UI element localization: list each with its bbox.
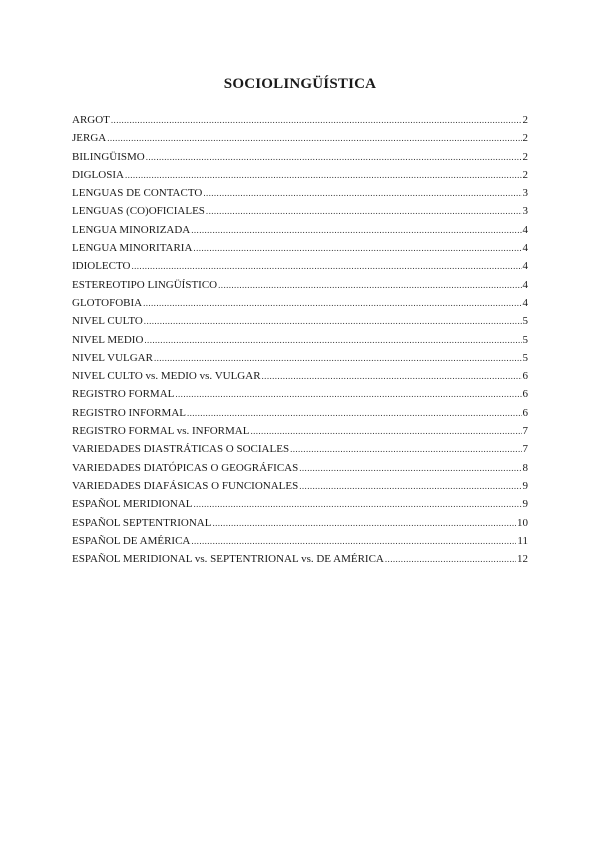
toc-dot-leader: [154, 349, 522, 367]
toc-dot-leader: [218, 276, 521, 294]
toc-entry[interactable]: [72, 294, 528, 312]
toc-entry-page-number: 5: [522, 315, 528, 328]
toc-entry-page-number: 2: [522, 168, 528, 181]
toc-dot-leader: [212, 514, 516, 532]
toc-entry[interactable]: [72, 532, 528, 550]
toc-entry[interactable]: [72, 184, 528, 202]
toc-entry-label: NIVEL CULTO vs. MEDIO vs. VULGAR: [72, 370, 261, 383]
toc-entry-label: BILINGÜISMO: [72, 150, 145, 163]
toc-dot-leader: [299, 459, 521, 477]
page-title: SOCIOLINGÜÍSTICA: [223, 76, 377, 92]
table-of-contents: [72, 111, 528, 568]
toc-entry[interactable]: [72, 166, 528, 184]
toc-entry-page-number: 9: [522, 498, 528, 511]
toc-entry[interactable]: [72, 404, 528, 422]
toc-entry-label: ESPAÑOL DE AMÉRICA: [72, 534, 191, 547]
toc-entry-label: ESPAÑOL MERIDIONAL vs. SEPTENTRIONAL vs. DE AMÉRICA: [72, 553, 384, 566]
toc-entry-label: REGISTRO INFORMAL: [72, 406, 186, 419]
toc-dot-leader: [299, 477, 521, 495]
toc-entry-page-number: 6: [522, 388, 528, 401]
toc-entry[interactable]: [72, 111, 528, 129]
toc-entry-label: REGISTRO FORMAL: [72, 388, 175, 401]
toc-entry-label: ARGOT: [72, 114, 110, 126]
toc-entry-page-number: 8: [522, 461, 528, 474]
toc-dot-leader: [191, 221, 521, 239]
toc-entry-page-number: 2: [522, 132, 528, 145]
toc-entry-label: JERGA: [72, 132, 107, 145]
toc-entry-label: VARIEDADES DIATÓPICAS O GEOGRÁFICAS: [72, 461, 299, 474]
toc-dot-leader: [107, 129, 521, 147]
toc-dot-leader: [187, 404, 522, 422]
toc-entry-page-number: 6: [522, 370, 528, 383]
toc-entry-label: NIVEL MEDIO: [72, 333, 144, 346]
toc-entry[interactable]: [72, 422, 528, 440]
toc-entry[interactable]: [72, 477, 528, 495]
toc-entry-label: LENGUA MINORITARIA: [72, 242, 193, 255]
toc-entry-label: VARIEDADES DIAFÁSICAS O FUNCIONALES: [72, 479, 299, 492]
toc-dot-leader: [193, 239, 521, 257]
toc-entry-page-number: 9: [522, 479, 528, 492]
toc-entry-label: IDIOLECTO: [72, 260, 131, 273]
toc-dot-leader: [262, 367, 522, 385]
toc-dot-leader: [203, 184, 521, 202]
toc-entry-page-number: 3: [522, 187, 528, 200]
toc-entry-label: NIVEL CULTO: [72, 315, 143, 328]
toc-dot-leader: [111, 111, 522, 129]
toc-entry[interactable]: [72, 148, 528, 166]
toc-entry-page-number: 5: [522, 333, 528, 346]
toc-entry-label: ESPAÑOL SEPTENTRIONAL: [72, 516, 212, 529]
toc-dot-leader: [144, 312, 522, 330]
toc-dot-leader: [144, 331, 521, 349]
toc-dot-leader: [250, 422, 521, 440]
toc-entry[interactable]: [72, 385, 528, 403]
toc-entry[interactable]: [72, 202, 528, 220]
toc-entry-page-number: 4: [522, 296, 528, 309]
toc-entry[interactable]: [72, 440, 528, 458]
toc-entry-page-number: 10: [517, 516, 528, 529]
toc-entry-page-number: 4: [522, 223, 528, 236]
toc-entry-page-number: 4: [522, 278, 528, 291]
toc-entry-page-number: 12: [517, 553, 528, 566]
toc-dot-leader: [194, 495, 522, 513]
toc-entry[interactable]: [72, 367, 528, 385]
toc-entry-label: NIVEL VULGAR: [72, 351, 153, 364]
toc-entry[interactable]: [72, 514, 528, 532]
toc-entry-page-number: 11: [517, 534, 528, 547]
toc-entry-page-number: 3: [522, 205, 528, 218]
toc-entry-label: LENGUA MINORIZADA: [72, 223, 191, 236]
toc-dot-leader: [131, 257, 521, 275]
toc-entry-label: ESTEREOTIPO LINGÜÍSTICO: [72, 278, 218, 291]
toc-dot-leader: [206, 202, 522, 220]
toc-entry[interactable]: [72, 129, 528, 147]
toc-dot-leader: [146, 148, 522, 166]
toc-entry-page-number: 2: [522, 150, 528, 163]
toc-entry[interactable]: [72, 276, 528, 294]
toc-entry-label: GLOTOFOBIA: [72, 296, 143, 309]
toc-entry[interactable]: [72, 221, 528, 239]
toc-entry-page-number: 6: [522, 406, 528, 419]
toc-dot-leader: [290, 440, 521, 458]
toc-dot-leader: [125, 166, 522, 184]
toc-entry[interactable]: [72, 459, 528, 477]
toc-entry-label: DIGLOSIA: [72, 168, 124, 181]
toc-entry[interactable]: [72, 495, 528, 513]
toc-entry-label: VARIEDADES DIASTRÁTICAS O SOCIALES: [72, 443, 290, 456]
toc-entry-page-number: 7: [522, 443, 528, 456]
toc-entry-label: LENGUAS (CO)OFICIALES: [72, 205, 205, 218]
toc-dot-leader: [175, 385, 521, 403]
toc-entry-label: ESPAÑOL MERIDIONAL: [72, 498, 193, 511]
toc-entry-page-number: 7: [522, 425, 528, 438]
toc-entry[interactable]: [72, 349, 528, 367]
toc-dot-leader: [191, 532, 516, 550]
toc-entry-page-number: 4: [522, 260, 528, 273]
toc-entry[interactable]: [72, 239, 528, 257]
toc-dot-leader: [143, 294, 521, 312]
toc-entry-page-number: 5: [522, 351, 528, 364]
toc-entry-label: REGISTRO FORMAL vs. INFORMAL: [72, 425, 250, 438]
toc-entry-page-number: 4: [522, 242, 528, 255]
toc-entry[interactable]: [72, 312, 528, 330]
toc-entry-label: LENGUAS DE CONTACTO: [72, 187, 203, 200]
toc-entry-page-number: 2: [522, 114, 528, 126]
toc-entry[interactable]: [72, 550, 528, 568]
toc-entry[interactable]: [72, 257, 528, 275]
toc-dot-leader: [385, 550, 516, 568]
toc-entry[interactable]: [72, 331, 528, 349]
